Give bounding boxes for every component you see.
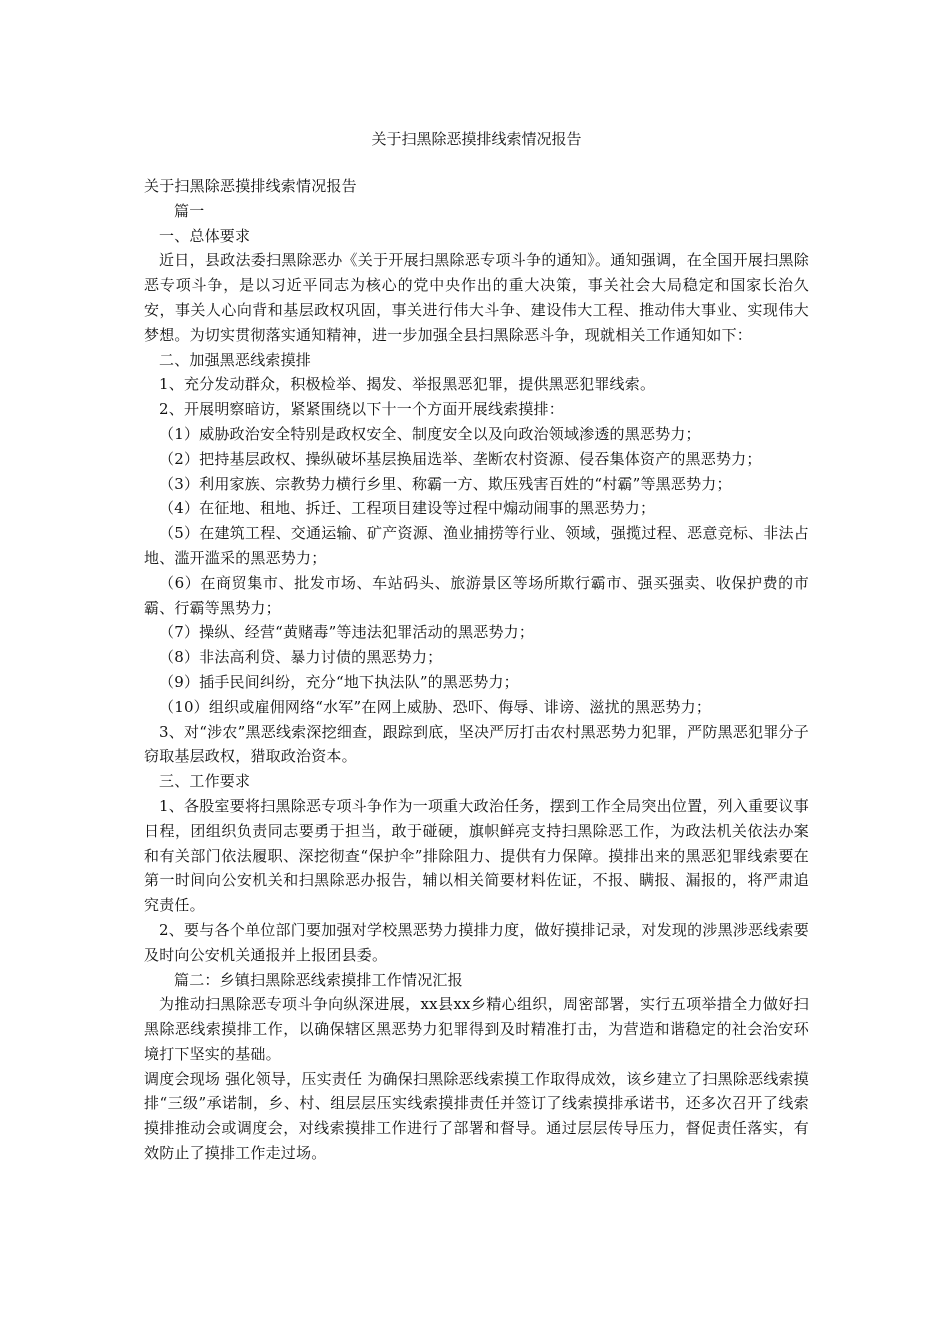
paragraph: 2、开展明察暗访，紧紧围绕以下十一个方面开展线索摸排：: [159, 400, 564, 419]
paragraph: （2）把持基层政权、操纵破坏基层换届选举、垄断农村资源、侵吞集体资产的黑恶势力；: [159, 449, 762, 468]
paragraph: （6）在商贸集市、批发市场、车站码头、旅游景区等场所欺行霸市、强买强卖、收保护费的市霸、行霸等黑势力；: [144, 573, 809, 617]
document-body: [144, 174, 809, 1166]
paragraph: 1、充分发动群众，积极检举、揭发、举报黑恶犯罪，提供黑恶犯罪线索。: [159, 375, 656, 394]
paragraph: （1）威胁政治安全特别是政权安全、制度安全以及向政治领域渗透的黑恶势力；: [159, 424, 701, 443]
paragraph: 三、工作要求: [159, 772, 251, 791]
paragraph: （9）插手民间纠纷，充分“地下执法队”的黑恶势力；: [159, 672, 519, 691]
paragraph: 篇二：乡镇扫黑除恶线索摸排工作情况汇报: [174, 970, 463, 989]
paragraph: （4）在征地、租地、拆迁、工程项目建设等过程中煽动闹事的黑恶势力；: [159, 499, 656, 518]
paragraph: （5）在建筑工程、交通运输、矿产资源、渔业捕捞等行业、领域，强揽过程、恶意竞标、非法占地、滥开滥采的黑恶势力；: [144, 524, 809, 567]
paragraph: 1、各股室要将扫黑除恶专项斗争作为一项重大政治任务，摆到工作全局突出位置，列入重要议事日程，团组织负责同志要勇于担当，敢于碰硬，旗帜鲜亮支持扫黑除恶工作，为政法机关依法办案和有关部门依法履职、深挖彻查“保护伞”排除阻力、提供有力保障。摸排出来的黑恶犯罪线索要在第一时间向公安机关和扫黑除恶办报告，辅以相关简要材料佐证，不报、瞒报、漏报的，将严肃追究责任。: [144, 796, 809, 915]
paragraph: 关于扫黑除恶摸排线索情况报告: [144, 177, 357, 195]
paragraph: （3）利用家族、宗教势力横行乡里、称霸一方、欺压残害百姓的“村霸”等黑恶势力；: [159, 474, 732, 493]
paragraph: （8）非法高利贷、暴力讨债的黑恶势力；: [159, 648, 443, 667]
paragraph: 2、要与各个单位部门要加强对学校黑恶势力摸排力度，做好摸排记录，对发现的涉黑涉恶线索要及时向公安机关通报并上报团县委。: [144, 920, 809, 964]
document-title: 关于扫黑除恶摸排线索情况报告: [371, 130, 582, 148]
paragraph: 3、对“涉农”黑恶线索深挖细查，跟踪到底，坚决严厉打击农村黑恶势力犯罪，严防黑恶犯罪分子窃取基层政权，猎取政治资本。: [144, 722, 809, 766]
paragraph: 近日，县政法委扫黑除恶办《关于开展扫黑除恶专项斗争的通知》。通知强调，在全国开展扫黑除恶专项斗争，是以习近平同志为核心的党中央作出的重大决策，事关社会大局稳定和国家长治久安，事关人心向背和基层政权巩固，事关进行伟大斗争、建设伟大工程、推动伟大事业、实现伟大梦想。为切实贯彻落实通知精神，进一步加强全县扫黑除恶斗争，现就相关工作通知如下：: [144, 251, 809, 344]
paragraph: 二、加强黑恶线索摸排: [159, 350, 312, 369]
paragraph: 篇一: [174, 201, 205, 220]
paragraph: （7）操纵、经营“黄赌毒”等违法犯罪活动的黑恶势力；: [159, 623, 535, 642]
paragraph: 为推动扫黑除恶专项斗争向纵深进展，xx县xx乡精心组织，周密部署，实行五项举措全力做好扫黑除恶线索摸排工作，以确保辖区黑恶势力犯罪得到及时精准打击，为营造和谐稳定的社会治安环境打下坚实的基础。: [144, 995, 809, 1063]
paragraph: 调度会现场 强化领导，压实责任 为确保扫黑除恶线索摸工作取得成效，该乡建立了扫黑除恶线索摸排“三级”承诺制，乡、村、组层层压实线索摸排责任并签订了线索摸排承诺书，还多次召开了线索摸排推动会或调度会，对线索摸排工作进行了部署和督导。通过层层传导压力，督促责任落实，有效防止了摸排工作走过场。: [144, 1069, 809, 1163]
paragraph: 一、总体要求: [159, 226, 251, 245]
paragraph: （10）组织或雇佣网络“水军”在网上威胁、恐吓、侮辱、诽谤、滋扰的黑恶势力；: [159, 697, 712, 716]
